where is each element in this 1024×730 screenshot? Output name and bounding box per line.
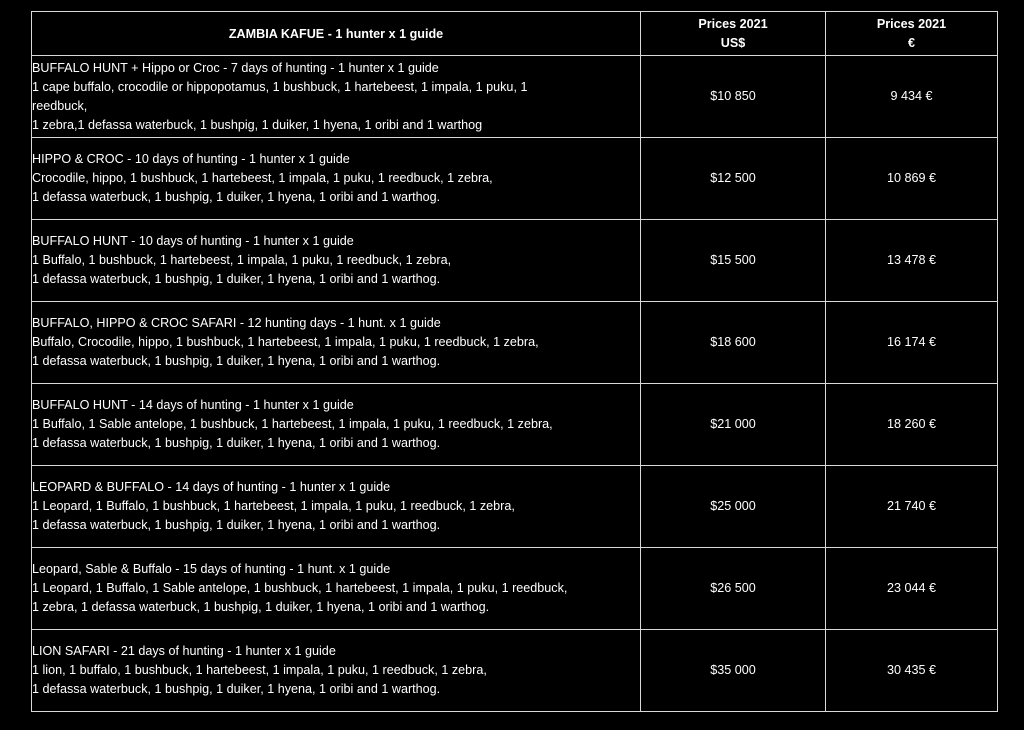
usd-header-line1: Prices 2021 bbox=[698, 16, 768, 31]
eur-price-cell: 9 434 € bbox=[826, 56, 998, 138]
eur-price-cell: 21 740 € bbox=[826, 466, 998, 548]
package-description-cell bbox=[32, 56, 641, 138]
package-title: Leopard, Sable & Buffalo - 15 days of hunting - 1 hunt. x 1 guide bbox=[32, 562, 391, 576]
usd-price-cell: $25 000 bbox=[641, 466, 826, 548]
eur-price-cell: 18 260 € bbox=[826, 384, 998, 466]
package-detail-line: 1 Buffalo, 1 Sable antelope, 1 bushbuck, 1 hartebeest, 1 impala, 1 puku, 1 reedbuck, 1 zebra, bbox=[32, 417, 553, 431]
package-detail-line: 1 defassa waterbuck, 1 bushpig, 1 duiker, 1 hyena, 1 oribi and 1 warthog. bbox=[32, 436, 441, 450]
package-title: BUFFALO HUNT - 10 days of hunting - 1 hunter x 1 guide bbox=[32, 234, 354, 248]
package-description-cell bbox=[32, 466, 641, 548]
package-description-cell bbox=[32, 138, 641, 220]
table-row bbox=[32, 630, 998, 712]
package-detail-line: 1 Leopard, 1 Buffalo, 1 Sable antelope, 1 bushbuck, 1 hartebeest, 1 impala, 1 puku, 1 reedbuck, bbox=[32, 581, 568, 595]
package-title: HIPPO & CROC - 10 days of hunting - 1 hunter x 1 guide bbox=[32, 152, 350, 166]
eur-header-line1: Prices 2021 bbox=[876, 16, 947, 31]
table-title: ZAMBIA KAFUE - 1 hunter x 1 guide bbox=[32, 12, 641, 56]
table-row bbox=[32, 548, 998, 630]
price-table bbox=[31, 11, 998, 712]
package-description-cell bbox=[32, 220, 641, 302]
package-description-cell bbox=[32, 548, 641, 630]
package-detail-line: 1 defassa waterbuck, 1 bushpig, 1 duiker, 1 hyena, 1 oribi and 1 warthog. bbox=[32, 272, 441, 286]
table-row bbox=[32, 138, 998, 220]
usd-price-cell: $10 850 bbox=[641, 56, 826, 138]
package-description-cell bbox=[32, 630, 641, 712]
eur-header-line2: € bbox=[907, 35, 915, 50]
table-header-row bbox=[32, 12, 998, 56]
package-detail-line: Crocodile, hippo, 1 bushbuck, 1 hartebeest, 1 impala, 1 puku, 1 reedbuck, 1 zebra, bbox=[32, 171, 493, 185]
package-detail-line: 1 zebra, 1 defassa waterbuck, 1 bushpig, 1 duiker, 1 hyena, 1 oribi and 1 warthog. bbox=[32, 600, 490, 614]
package-title: LEOPARD & BUFFALO - 14 days of hunting - 1 hunter x 1 guide bbox=[32, 480, 391, 494]
usd-price-cell: $18 600 bbox=[641, 302, 826, 384]
package-detail-line: 1 Leopard, 1 Buffalo, 1 bushbuck, 1 hartebeest, 1 impala, 1 puku, 1 reedbuck, 1 zebra, bbox=[32, 499, 515, 513]
usd-price-cell: $26 500 bbox=[641, 548, 826, 630]
package-detail-line: 1 defassa waterbuck, 1 bushpig, 1 duiker, 1 hyena, 1 oribi and 1 warthog. bbox=[32, 518, 441, 532]
package-title: BUFFALO HUNT + Hippo or Croc - 7 days of hunting - 1 hunter x 1 guide bbox=[32, 60, 439, 75]
table-row bbox=[32, 220, 998, 302]
package-title: LION SAFARI - 21 days of hunting - 1 hunter x 1 guide bbox=[32, 644, 336, 658]
eur-price-cell: 23 044 € bbox=[826, 548, 998, 630]
table-body bbox=[32, 56, 998, 712]
eur-price-header bbox=[826, 12, 998, 56]
package-title: BUFFALO, HIPPO & CROC SAFARI - 12 hunting days - 1 hunt. x 1 guide bbox=[32, 316, 441, 330]
table-row bbox=[32, 466, 998, 548]
usd-price-cell: $12 500 bbox=[641, 138, 826, 220]
eur-price-cell: 13 478 € bbox=[826, 220, 998, 302]
package-detail-line: Buffalo, Crocodile, hippo, 1 bushbuck, 1 hartebeest, 1 impala, 1 puku, 1 reedbuck, 1 zebra, bbox=[32, 335, 539, 349]
usd-price-cell: $15 500 bbox=[641, 220, 826, 302]
eur-price-cell: 30 435 € bbox=[826, 630, 998, 712]
eur-price-cell: 16 174 € bbox=[826, 302, 998, 384]
package-detail-line: reedbuck, bbox=[32, 98, 88, 113]
package-description-cell bbox=[32, 384, 641, 466]
table-row bbox=[32, 56, 998, 138]
usd-header-line2: US$ bbox=[720, 35, 746, 50]
usd-price-header bbox=[641, 12, 826, 56]
eur-price-cell: 10 869 € bbox=[826, 138, 998, 220]
package-detail-line: 1 Buffalo, 1 bushbuck, 1 hartebeest, 1 impala, 1 puku, 1 reedbuck, 1 zebra, bbox=[32, 253, 452, 267]
package-detail-line: 1 defassa waterbuck, 1 bushpig, 1 duiker, 1 hyena, 1 oribi and 1 warthog. bbox=[32, 354, 441, 368]
table-row bbox=[32, 384, 998, 466]
package-detail-line: 1 cape buffalo, crocodile or hippopotamus, 1 bushbuck, 1 hartebeest, 1 impala, 1 puku, 1 bbox=[32, 79, 528, 94]
usd-price-cell: $21 000 bbox=[641, 384, 826, 466]
package-detail-line: 1 zebra,1 defassa waterbuck, 1 bushpig, 1 duiker, 1 hyena, 1 oribi and 1 warthog bbox=[32, 117, 483, 132]
package-detail-line: 1 defassa waterbuck, 1 bushpig, 1 duiker, 1 hyena, 1 oribi and 1 warthog. bbox=[32, 682, 441, 696]
package-title: BUFFALO HUNT - 14 days of hunting - 1 hunter x 1 guide bbox=[32, 398, 354, 412]
table-row bbox=[32, 302, 998, 384]
usd-price-cell: $35 000 bbox=[641, 630, 826, 712]
package-detail-line: 1 lion, 1 buffalo, 1 bushbuck, 1 hartebeest, 1 impala, 1 puku, 1 reedbuck, 1 zebra, bbox=[32, 663, 487, 677]
package-description-cell bbox=[32, 302, 641, 384]
package-detail-line: 1 defassa waterbuck, 1 bushpig, 1 duiker, 1 hyena, 1 oribi and 1 warthog. bbox=[32, 190, 441, 204]
